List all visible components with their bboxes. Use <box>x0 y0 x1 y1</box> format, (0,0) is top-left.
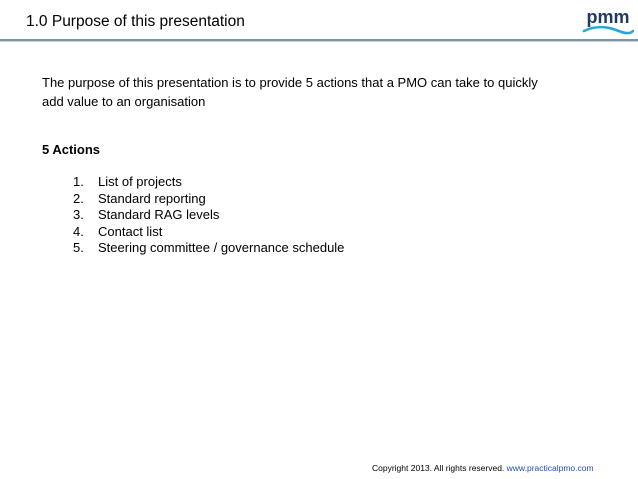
slide-title: 1.0 Purpose of this presentation <box>26 13 245 30</box>
action-item <box>73 174 344 191</box>
action-item <box>73 240 344 257</box>
website-link[interactable]: www.practicalpmo.com <box>506 463 594 473</box>
pmm-logo <box>582 4 634 40</box>
actions-heading: 5 Actions <box>42 142 101 157</box>
intro-paragraph <box>42 73 602 111</box>
action-number: 3. <box>73 207 84 222</box>
action-label: List of projects <box>98 174 182 189</box>
copyright-text: Copyright 2013. All rights reserved. <box>372 463 507 473</box>
footer <box>372 463 594 474</box>
intro-line-1: The purpose of this presentation is to provide 5 actions that a PMO can take to quickly <box>42 75 538 90</box>
action-item <box>73 207 344 224</box>
action-number: 1. <box>73 174 84 189</box>
header-divider-shadow <box>0 41 638 42</box>
actions-list <box>73 174 344 257</box>
slide-header <box>0 0 638 41</box>
intro-line-2: add value to an organisation <box>42 94 206 109</box>
action-item <box>73 224 344 241</box>
action-item <box>73 191 344 208</box>
action-number: 5. <box>73 240 84 255</box>
action-number: 2. <box>73 190 84 206</box>
action-label: Standard reporting <box>98 190 206 206</box>
logo-wave-icon <box>584 27 633 33</box>
action-label: Steering committee / governance schedule <box>98 240 345 255</box>
pmm-logo-text: pmm <box>586 7 630 27</box>
action-label: Standard RAG levels <box>98 207 220 222</box>
action-number: 4. <box>73 223 84 239</box>
action-label: Contact list <box>98 223 163 239</box>
